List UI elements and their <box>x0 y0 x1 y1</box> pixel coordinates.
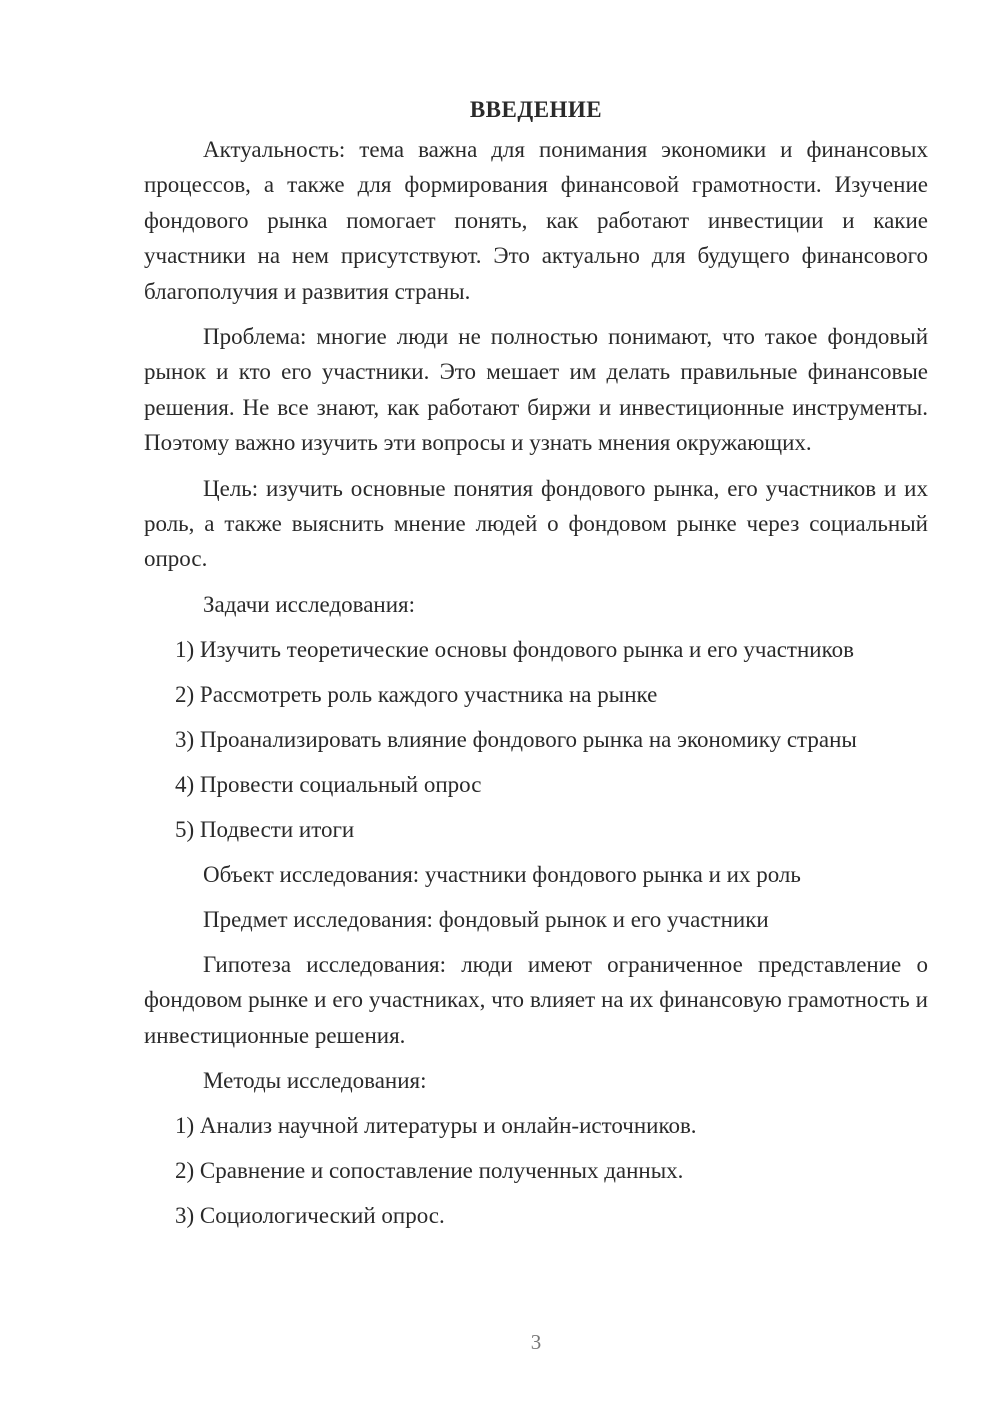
page-number: 3 <box>530 1330 542 1354</box>
list-item: 2) Сравнение и сопоставление полученных данных. <box>175 1158 684 1184</box>
subject-line: Предмет исследования: фондовый рынок и его участники <box>203 906 769 932</box>
list-item: 3) Проанализировать влияние фондового рынка на экономику страны <box>175 726 857 752</box>
methods-list <box>144 1108 928 1233</box>
object-line: Объект исследования: участники фондового рынка и их роль <box>203 861 801 887</box>
list-item: 1) Изучить теоретические основы фондового рынка и его участников <box>175 636 854 662</box>
list-item: 5) Подвести итоги <box>175 816 355 842</box>
problem-paragraph: Проблема: многие люди не полностью понимают, что такое фондовый рынок и кто его участники. Это мешает им делать правильные финансовые решения. Не все знают, как работают биржи и инвестиционные инструменты. Поэтому важно изучить эти вопросы и узнать мнения окружающих. <box>144 324 928 456</box>
list-item: 2) Рассмотреть роль каждого участника на рынке <box>175 681 658 707</box>
relevance-paragraph: Актуальность: тема важна для понимания экономики и финансовых процессов, а также для формирования финансовой грамотности. Изучение фондового рынка помогает понять, как работают инвестиции и какие участники на нем присутствуют. Это актуально для будущего финансового благополучия и развития страны. <box>144 137 928 304</box>
tasks-list <box>144 632 928 847</box>
list-item: 3) Социологический опрос. <box>175 1203 445 1229</box>
methods-heading: Методы исследования: <box>203 1068 427 1094</box>
list-item: 4) Провести социальный опрос <box>175 771 482 797</box>
hypothesis-paragraph: Гипотеза исследования: люди имеют ограниченное представление о фондовом рынке и его участниках, что влияет на их финансовую грамотность и инвестиционные решения. <box>144 951 928 1048</box>
page-title: ВВЕДЕНИЕ <box>469 97 603 122</box>
list-item: 1) Анализ научной литературы и онлайн-источников. <box>175 1113 697 1139</box>
tasks-heading: Задачи исследования: <box>203 591 416 617</box>
document-page <box>144 88 928 1243</box>
goal-paragraph: Цель: изучить основные понятия фондового рынка, его участников и их роль, а также выяснить мнение людей о фондовом рынке через социальный опрос. <box>144 475 928 572</box>
